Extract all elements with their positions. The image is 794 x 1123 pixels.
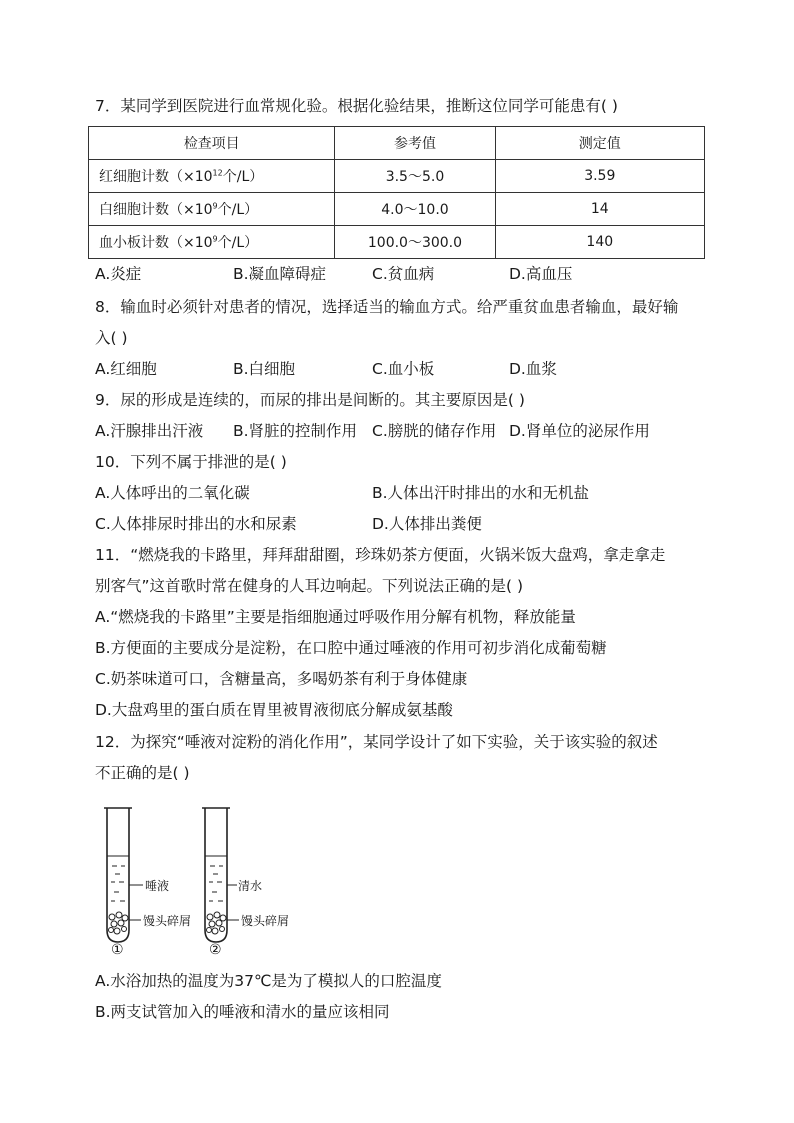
q12-option-a[interactable]: A.水浴加热的温度为37℃是为了模拟人的口腔温度 [95, 972, 442, 990]
table-header-val: 测定值 [495, 127, 704, 160]
table-cell-ref: 100.0～300.0 [335, 226, 495, 259]
tube1-solid-label: 馒头碎屑 [143, 914, 192, 928]
table-cell-item: 血小板计数（$\times 10^9$个/L） [89, 226, 335, 259]
table-header-ref: 参考值 [335, 127, 495, 160]
option-c[interactable]: C.膀胱的储存作用 [372, 422, 497, 440]
option-b[interactable]: B.肾脏的控制作用 [233, 422, 358, 440]
test-tube-figure [95, 800, 315, 960]
option-d[interactable]: D.肾单位的泌尿作用 [509, 422, 650, 440]
q12-stem-line1: 12．为探究“唾液对淀粉的消化作用”，某同学设计了如下实验，关于该实验的叙述 [95, 733, 658, 751]
tube1-liquid-label: 唾液 [145, 879, 170, 893]
tube1-number: ① [111, 942, 124, 958]
q11-option-b[interactable]: B.方便面的主要成分是淀粉，在口腔中通过唾液的作用可初步消化成葡萄糖 [95, 639, 607, 657]
table-header-item: 检查项目 [89, 127, 335, 160]
option-a[interactable]: A.人体呼出的二氧化碳 [95, 484, 250, 502]
tube2-liquid-label: 清水 [238, 879, 263, 893]
q12-stem-line2: 不正确的是( ) [95, 764, 190, 782]
option-a[interactable]: A.汗腺排出汗液 [95, 422, 204, 440]
table-row [89, 226, 705, 259]
option-a[interactable]: A.红细胞 [95, 360, 157, 378]
blood-test-table [88, 126, 705, 259]
table-row [89, 193, 705, 226]
table-cell-item: 红细胞计数（$\times 10^{12}$个/L） [89, 160, 335, 193]
option-b[interactable]: B.凝血障碍症 [233, 265, 327, 283]
table-cell-val: 3.59 [495, 160, 704, 193]
q12-option-b[interactable]: B.两支试管加入的唾液和清水的量应该相同 [95, 1003, 390, 1021]
q9-stem: 9．尿的形成是连续的，而尿的排出是间断的。其主要原因是( ) [95, 391, 525, 409]
q11-option-c[interactable]: C.奶茶味道可口，含糖量高，多喝奶茶有利于身体健康 [95, 670, 468, 688]
table-row [89, 160, 705, 193]
option-c[interactable]: C.人体排尿时排出的水和尿素 [95, 515, 297, 533]
table-cell-ref: 4.0～10.0 [335, 193, 495, 226]
table-cell-val: 140 [495, 226, 704, 259]
q8-stem-line2: 入( ) [95, 329, 128, 347]
table-cell-item: 白细胞计数（$\times 10^9$个/L） [89, 193, 335, 226]
option-b[interactable]: B.白细胞 [233, 360, 296, 378]
q11-stem-line1: 11．“燃烧我的卡路里，拜拜甜甜圈，珍珠奶茶方便面，火锅米饭大盘鸡，拿走拿走 [95, 546, 666, 564]
q8-stem-line1: 8．输血时必须针对患者的情况，选择适当的输血方式。给严重贫血患者输血，最好输 [95, 298, 679, 316]
option-c[interactable]: C.血小板 [372, 360, 435, 378]
tube2-number: ② [209, 942, 222, 958]
option-d[interactable]: D.血浆 [509, 360, 557, 378]
option-d[interactable]: D.人体排出粪便 [372, 515, 482, 533]
q7-stem: 7．某同学到医院进行血常规化验。根据化验结果，推断这位同学可能患有( ) [95, 97, 618, 115]
table-cell-val: 14 [495, 193, 704, 226]
q11-stem-line2: 别客气”这首歌时常在健身的人耳边响起。下列说法正确的是( ) [95, 577, 524, 595]
option-a[interactable]: A.炎症 [95, 265, 142, 283]
option-d[interactable]: D.高血压 [509, 265, 573, 283]
table-cell-ref: 3.5～5.0 [335, 160, 495, 193]
option-b[interactable]: B.人体出汗时排出的水和无机盐 [372, 484, 590, 502]
q11-option-a[interactable]: A.“燃烧我的卡路里”主要是指细胞通过呼吸作用分解有机物，释放能量 [95, 608, 576, 626]
test-tube-2 [202, 808, 239, 942]
q10-stem: 10．下列不属于排泄的是( ) [95, 453, 287, 471]
tube2-solid-label: 馒头碎屑 [241, 914, 290, 928]
q11-option-d[interactable]: D.大盘鸡里的蛋白质在胃里被胃液彻底分解成氨基酸 [95, 701, 453, 719]
test-tube-1 [104, 808, 143, 942]
option-c[interactable]: C.贫血病 [372, 265, 435, 283]
table-header-row [89, 127, 705, 160]
